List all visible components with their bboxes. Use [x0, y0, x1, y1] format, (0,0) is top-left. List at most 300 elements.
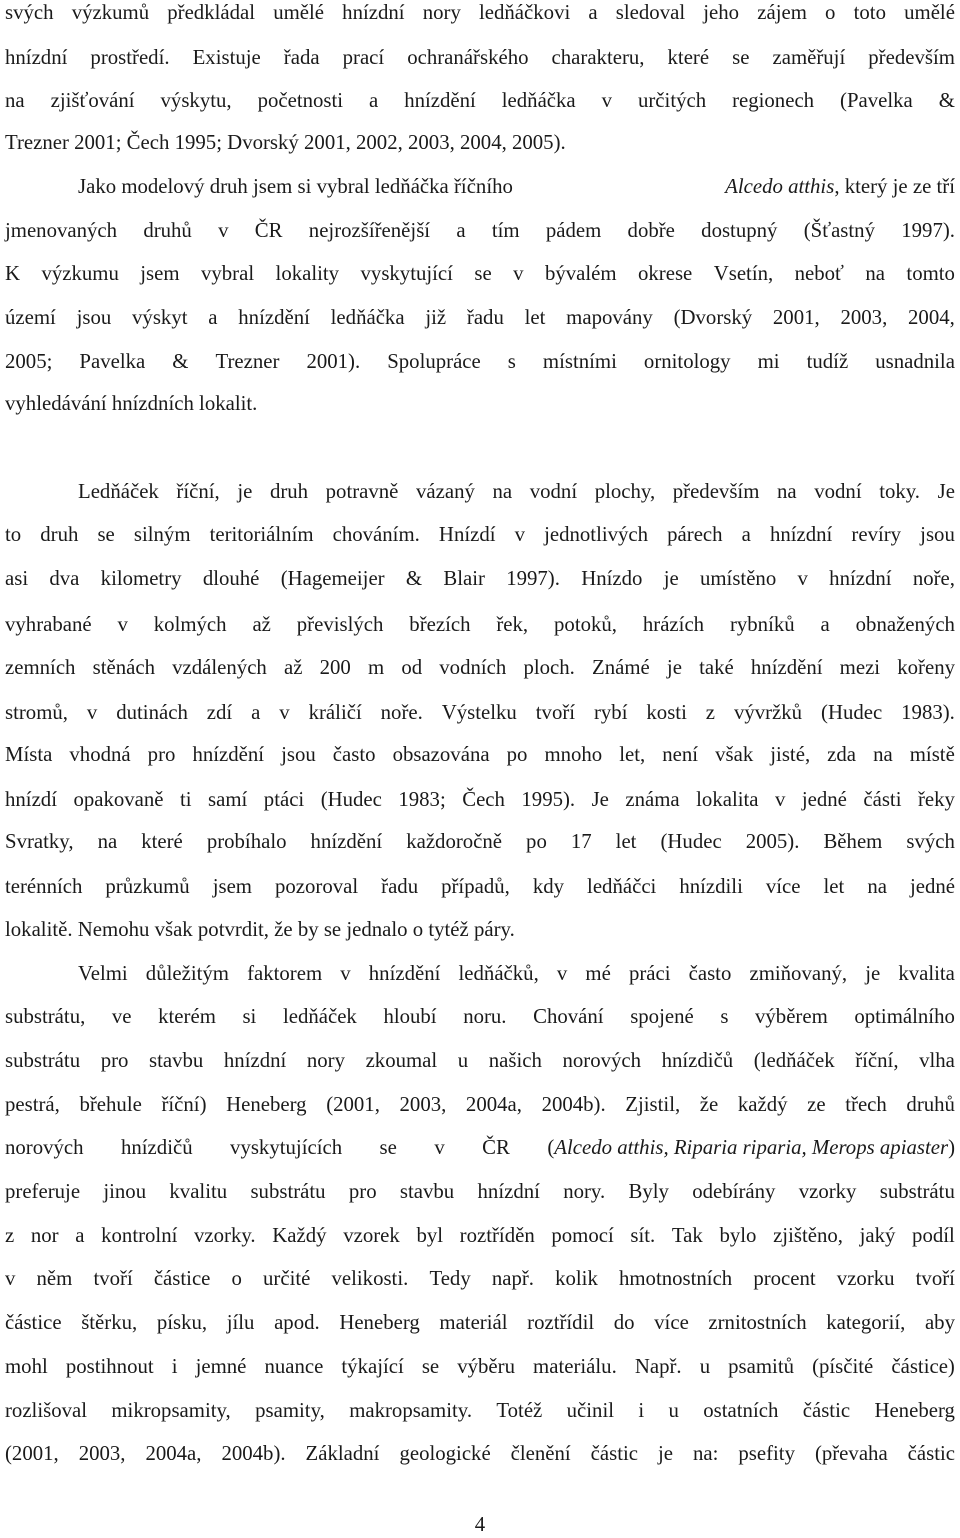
word: silným: [133, 523, 191, 546]
word: mikropsamity,: [111, 1399, 231, 1422]
word: (Dvorský: [673, 306, 753, 329]
word: Např.: [634, 1355, 682, 1378]
word: vzdálených: [172, 656, 267, 679]
word: teritoriálním: [209, 523, 314, 546]
word: (Šťastný: [803, 219, 875, 242]
word: nory.: [563, 1180, 606, 1203]
word: tvoří: [93, 1267, 133, 1290]
word: řadu: [381, 875, 419, 898]
word: na: [97, 830, 118, 853]
word: dostupný: [701, 219, 778, 242]
word: procent: [753, 1267, 816, 1290]
word: pro: [348, 1180, 377, 1203]
word: (Hudec: [821, 701, 883, 724]
word: a: [208, 306, 218, 329]
word: mnoho: [544, 743, 603, 766]
word: území: [5, 306, 56, 329]
word: tvoří: [915, 1267, 955, 1290]
word: obsazována: [392, 743, 490, 766]
word: určité: [263, 1267, 311, 1290]
word: něm: [36, 1267, 73, 1290]
word: mé: [585, 962, 611, 985]
paragraph-line: [5, 45, 955, 71]
word: také: [699, 656, 734, 679]
word: kosti: [646, 701, 687, 724]
word: psamity,: [255, 1399, 325, 1422]
word: revíry: [851, 523, 902, 546]
word: jsou: [920, 523, 955, 546]
word: tím: [491, 219, 520, 242]
word: ochranářského: [407, 46, 529, 69]
word: substrátu: [5, 1049, 81, 1072]
word: v: [86, 701, 98, 724]
paragraph-line: Trezner 2001; Čech 1995; Dvorský 2001, 2002, 2003, 2004, 2005).: [5, 131, 566, 154]
word: makropsamity.: [349, 1399, 473, 1422]
word: 1995).: [521, 788, 576, 811]
word: ČR: [254, 219, 283, 242]
word: vyskytující: [360, 262, 453, 285]
word: vývržků: [733, 701, 803, 724]
word: (Hudec: [320, 788, 382, 811]
word: výskyt: [132, 306, 188, 329]
word: často: [332, 743, 376, 766]
word: tvoří: [535, 701, 576, 724]
word: výzkumů: [71, 1, 150, 24]
word: 2003,: [399, 1093, 447, 1116]
word: každoročně: [406, 830, 503, 853]
species-list-run: (Alcedo atthis, Riparia riparia, Merops apiaster): [547, 1136, 955, 1159]
word: v: [218, 219, 229, 242]
word: a: [456, 219, 466, 242]
word: průzkumů: [105, 875, 190, 898]
word: ptáci: [263, 788, 305, 811]
word: pro: [100, 1049, 129, 1072]
word: vzorky: [798, 1180, 857, 1203]
word: odebírány: [692, 1180, 776, 1203]
word: spojené: [630, 1005, 694, 1028]
word: je: [663, 567, 679, 590]
word: hnízdění: [404, 89, 476, 112]
word: kterém: [158, 1005, 216, 1028]
word: samí: [208, 788, 248, 811]
word: a: [369, 89, 379, 112]
word: místními: [542, 350, 617, 373]
word: druh: [40, 523, 79, 546]
word: vybral: [200, 262, 255, 285]
word: (2001,: [326, 1093, 380, 1116]
word: břehule: [79, 1093, 142, 1116]
word: asi: [5, 567, 29, 590]
word: pozoroval: [274, 875, 359, 898]
word: podíl: [912, 1224, 955, 1247]
word: v: [601, 89, 613, 112]
word: jsou: [281, 743, 316, 766]
word: lokality: [275, 262, 340, 285]
word: Je: [937, 480, 955, 503]
word: sledoval: [615, 1, 686, 24]
word: substrátu: [250, 1180, 326, 1203]
word: ledňáček: [282, 1005, 357, 1028]
word: Základní: [305, 1442, 380, 1465]
word: v: [774, 788, 786, 811]
word: noře.: [380, 701, 423, 724]
text-run: Jako modelový druh jsem si vybral ledňáčka říčního: [78, 175, 513, 198]
paragraph-line: [5, 1354, 955, 1380]
word: potoků,: [554, 613, 617, 636]
word: svých: [5, 1, 54, 24]
word: nor: [30, 1224, 59, 1247]
word: na: [776, 480, 797, 503]
word: hnízdění: [750, 656, 823, 679]
word: kilometry: [100, 567, 182, 590]
word: K: [5, 262, 21, 285]
word: druh: [269, 480, 309, 503]
word: vodní: [814, 480, 862, 503]
word: na: [5, 89, 25, 112]
word: však: [715, 743, 754, 766]
word: 2004a,: [465, 1093, 522, 1116]
word: vzorku: [836, 1267, 895, 1290]
word: našich: [488, 1049, 542, 1072]
word: vyhrabané: [5, 613, 92, 636]
word: že: [699, 1093, 719, 1116]
word: mezi: [839, 656, 881, 679]
word: obnažených: [855, 613, 955, 636]
word: jsou: [76, 306, 112, 329]
word: charakteru,: [551, 46, 645, 69]
word: párech: [667, 523, 723, 546]
word: rozlišoval: [5, 1399, 88, 1422]
word: tudíž: [806, 350, 849, 373]
species-line-tail: [725, 174, 955, 200]
word: opakovaně: [73, 788, 164, 811]
word: toky.: [879, 480, 921, 503]
word: jsem: [212, 875, 252, 898]
word: březích: [409, 613, 471, 636]
word: které: [141, 830, 183, 853]
word: zaměřují: [772, 46, 846, 69]
word: dutinách: [116, 701, 188, 724]
word: Hnízdo: [581, 567, 643, 590]
word: části: [863, 788, 902, 811]
word: byl: [416, 1224, 444, 1247]
word: umístěno: [699, 567, 777, 590]
text-run: , který je ze tří: [834, 175, 955, 198]
word: 2005).: [745, 830, 800, 853]
word: norových: [5, 1136, 84, 1159]
word: aby: [924, 1311, 955, 1334]
word: m: [367, 656, 385, 679]
word: umělé: [904, 1, 955, 24]
word: (písčité: [812, 1355, 874, 1378]
word: nuance: [264, 1355, 324, 1378]
word: rybí: [593, 701, 628, 724]
word: ti: [180, 788, 192, 811]
word: řeky: [917, 788, 955, 811]
word: jedné: [909, 875, 955, 898]
word: písku,: [156, 1311, 208, 1334]
word: (převaha: [814, 1442, 888, 1465]
word: kategorií,: [826, 1311, 906, 1334]
word: 1983;: [398, 788, 446, 811]
word: částic: [802, 1399, 851, 1422]
paragraph-line: [5, 742, 955, 768]
word: říční,: [855, 1049, 899, 1072]
word: důležitým: [145, 962, 229, 985]
word: stěnách: [92, 656, 155, 679]
paragraph-line: [5, 874, 955, 900]
word: svých: [906, 830, 955, 853]
word: 2004a,: [145, 1442, 202, 1465]
paragraph-line: [5, 1004, 955, 1030]
word: okrese: [638, 262, 693, 285]
word: neboť: [794, 262, 844, 285]
word: nory: [306, 1049, 345, 1072]
word: mi: [757, 350, 780, 373]
word: Vsetín,: [713, 262, 774, 285]
word: v: [340, 962, 351, 985]
word: ploch.: [523, 656, 575, 679]
word: jaký: [859, 1224, 896, 1247]
word: stromů,: [5, 701, 68, 724]
word: více: [654, 1311, 689, 1334]
paragraph-line: [5, 0, 955, 26]
word: Pavelka: [79, 350, 146, 373]
word: ledňáčci: [587, 875, 657, 898]
word: 2005;: [5, 350, 53, 373]
word: velikosti.: [331, 1267, 409, 1290]
word: ze: [807, 1093, 826, 1116]
word: na: [492, 480, 513, 503]
word: zrnitostních: [708, 1311, 807, 1334]
word: &: [405, 567, 423, 590]
word: králičí: [308, 701, 362, 724]
word: se: [379, 1136, 397, 1159]
paragraph-line: vyhledávání hnízdních lokalit.: [5, 392, 258, 415]
word: hloubí: [383, 1005, 437, 1028]
word: noru.: [463, 1005, 507, 1028]
word: to: [5, 523, 22, 546]
paragraph-line: [5, 218, 955, 244]
word: psamitů: [728, 1355, 795, 1378]
paragraph-line: [5, 700, 955, 726]
word: zjištěno,: [773, 1224, 843, 1247]
word: je: [657, 1442, 673, 1465]
word: Svratky,: [5, 830, 74, 853]
word: faktorem: [247, 962, 323, 985]
word: kvalita: [898, 962, 955, 985]
paragraph-line: [5, 174, 955, 200]
word: jsem: [140, 262, 180, 285]
word: pro: [147, 743, 176, 766]
word: hnízdí: [5, 788, 57, 811]
word: říční): [161, 1093, 207, 1116]
word: Spolupráce: [387, 350, 481, 373]
word: 17: [570, 830, 592, 853]
word: říční,: [176, 480, 220, 503]
word: v: [514, 523, 526, 546]
word: stavbu: [149, 1049, 204, 1072]
word: řek,: [496, 613, 529, 636]
word: na: [867, 875, 887, 898]
word: nory: [422, 1, 461, 24]
word: druhů: [143, 219, 192, 242]
word: zemních: [5, 656, 76, 679]
word: prostředí.: [90, 46, 170, 69]
paragraph-line: [5, 612, 955, 638]
word: v: [5, 1267, 16, 1290]
word: výzkumu: [41, 262, 119, 285]
word: dlouhé: [202, 567, 260, 590]
word: místě: [909, 743, 955, 766]
species-name: Alcedo atthis: [725, 175, 835, 198]
word: 1997).: [901, 219, 955, 242]
word: Velmi: [78, 962, 128, 985]
paragraph-line: [5, 479, 955, 505]
word: hnízdičů: [120, 1136, 193, 1159]
paragraph-line: [5, 655, 955, 681]
word: vzorek: [343, 1224, 400, 1247]
word: jílu: [226, 1311, 255, 1334]
word: z: [705, 701, 716, 724]
word: vlha: [919, 1049, 955, 1072]
word: usnadnila: [875, 350, 955, 373]
word: optimálního: [854, 1005, 955, 1028]
word: ostatních: [703, 1399, 779, 1422]
paragraph-line: lokalitě. Nemohu však potvrdit, že by se jednalo o tytéž páry.: [5, 918, 515, 941]
word: již: [425, 306, 447, 329]
word: kontrolní: [101, 1224, 178, 1247]
word: pestrá,: [5, 1093, 60, 1116]
word: prací: [342, 46, 385, 69]
word: hnízdní: [342, 1, 405, 24]
word: hnízdili: [679, 875, 743, 898]
word: až: [284, 656, 303, 679]
word: Byly: [628, 1180, 669, 1203]
paragraph-line: [5, 522, 955, 548]
word: s: [720, 1005, 729, 1028]
word: lokalita: [696, 788, 759, 811]
word: hnízdní: [223, 1049, 287, 1072]
word: bylo: [719, 1224, 757, 1247]
paragraph-line: [5, 1310, 955, 1336]
word: preferuje: [5, 1180, 81, 1203]
word: jedné: [801, 788, 847, 811]
word: hnízdní: [5, 46, 68, 69]
paragraph-line: [5, 829, 955, 855]
word: výběrem: [755, 1005, 828, 1028]
word: známa: [625, 788, 680, 811]
word: určitých: [637, 89, 707, 112]
word: Heneberg: [874, 1399, 955, 1422]
word: převislých: [296, 613, 384, 636]
word: jinou: [103, 1180, 147, 1203]
paragraph-line: [5, 1092, 955, 1118]
word: je: [666, 656, 682, 679]
word: v: [434, 1136, 445, 1159]
word: zkoumal: [365, 1049, 438, 1072]
word: je: [865, 962, 881, 985]
word: které: [667, 46, 710, 69]
word: Známé: [592, 656, 650, 679]
word: početnosti: [257, 89, 344, 112]
word: na: [873, 743, 893, 766]
word: částic: [907, 1442, 955, 1465]
word: vodních: [439, 656, 507, 679]
word: ve: [111, 1005, 132, 1028]
word: hnízdění: [238, 306, 310, 329]
word: 1983).: [901, 701, 955, 724]
word: 2004b).: [541, 1093, 606, 1116]
word: se: [474, 262, 492, 285]
word: Místa: [5, 743, 53, 766]
word: částice): [891, 1355, 955, 1378]
word: i: [171, 1355, 178, 1378]
word: chováním.: [332, 523, 420, 546]
word: zmiňovaný,: [749, 962, 848, 985]
word: (Hudec: [660, 830, 722, 853]
word: let: [823, 875, 845, 898]
word: z: [5, 1224, 15, 1247]
word: Heneberg: [339, 1311, 420, 1334]
word: let: [615, 830, 637, 853]
word: nejrozšířenější: [308, 219, 431, 242]
word: i: [638, 1399, 645, 1422]
paragraph-line: [5, 1223, 955, 1249]
word: od: [401, 656, 423, 679]
word: především: [672, 480, 760, 503]
word: v: [797, 567, 808, 590]
word: dobře: [627, 219, 675, 242]
word: se: [732, 46, 750, 69]
word: kolmých: [153, 613, 227, 636]
word: (2001,: [5, 1442, 59, 1465]
word: probíhalo: [206, 830, 287, 853]
word: 2003,: [840, 306, 888, 329]
word: ledňáčkovi: [479, 1, 571, 24]
word: případů,: [441, 875, 510, 898]
word: jisté,: [770, 743, 811, 766]
word: umělé: [273, 1, 325, 24]
word: třech: [845, 1093, 887, 1116]
word: roztříděn: [459, 1224, 535, 1247]
word: jednotlivých: [544, 523, 649, 546]
word: ČR: [482, 1136, 510, 1159]
word: kolik: [555, 1267, 598, 1290]
word: ornitology: [643, 350, 731, 373]
paragraph-line: [5, 88, 955, 114]
word: částice: [153, 1267, 211, 1290]
word: hnízdní: [829, 567, 892, 590]
word: výskytu,: [160, 89, 232, 112]
word: hnízdní: [769, 523, 833, 546]
word: Ledňáček: [78, 480, 159, 503]
word: není: [662, 743, 699, 766]
word: substrátu,: [5, 1005, 86, 1028]
word: dva: [49, 567, 80, 590]
word: Je: [591, 788, 609, 811]
word: rybníků: [729, 613, 795, 636]
word: u: [457, 1049, 469, 1072]
word: zdí: [206, 701, 233, 724]
word: v: [279, 701, 290, 724]
word: a: [588, 1, 598, 24]
word: potravně: [325, 480, 399, 503]
word: hmotnostních: [618, 1267, 733, 1290]
word: 2003,: [78, 1442, 126, 1465]
word: noře,: [912, 567, 955, 590]
word: v: [556, 962, 568, 985]
